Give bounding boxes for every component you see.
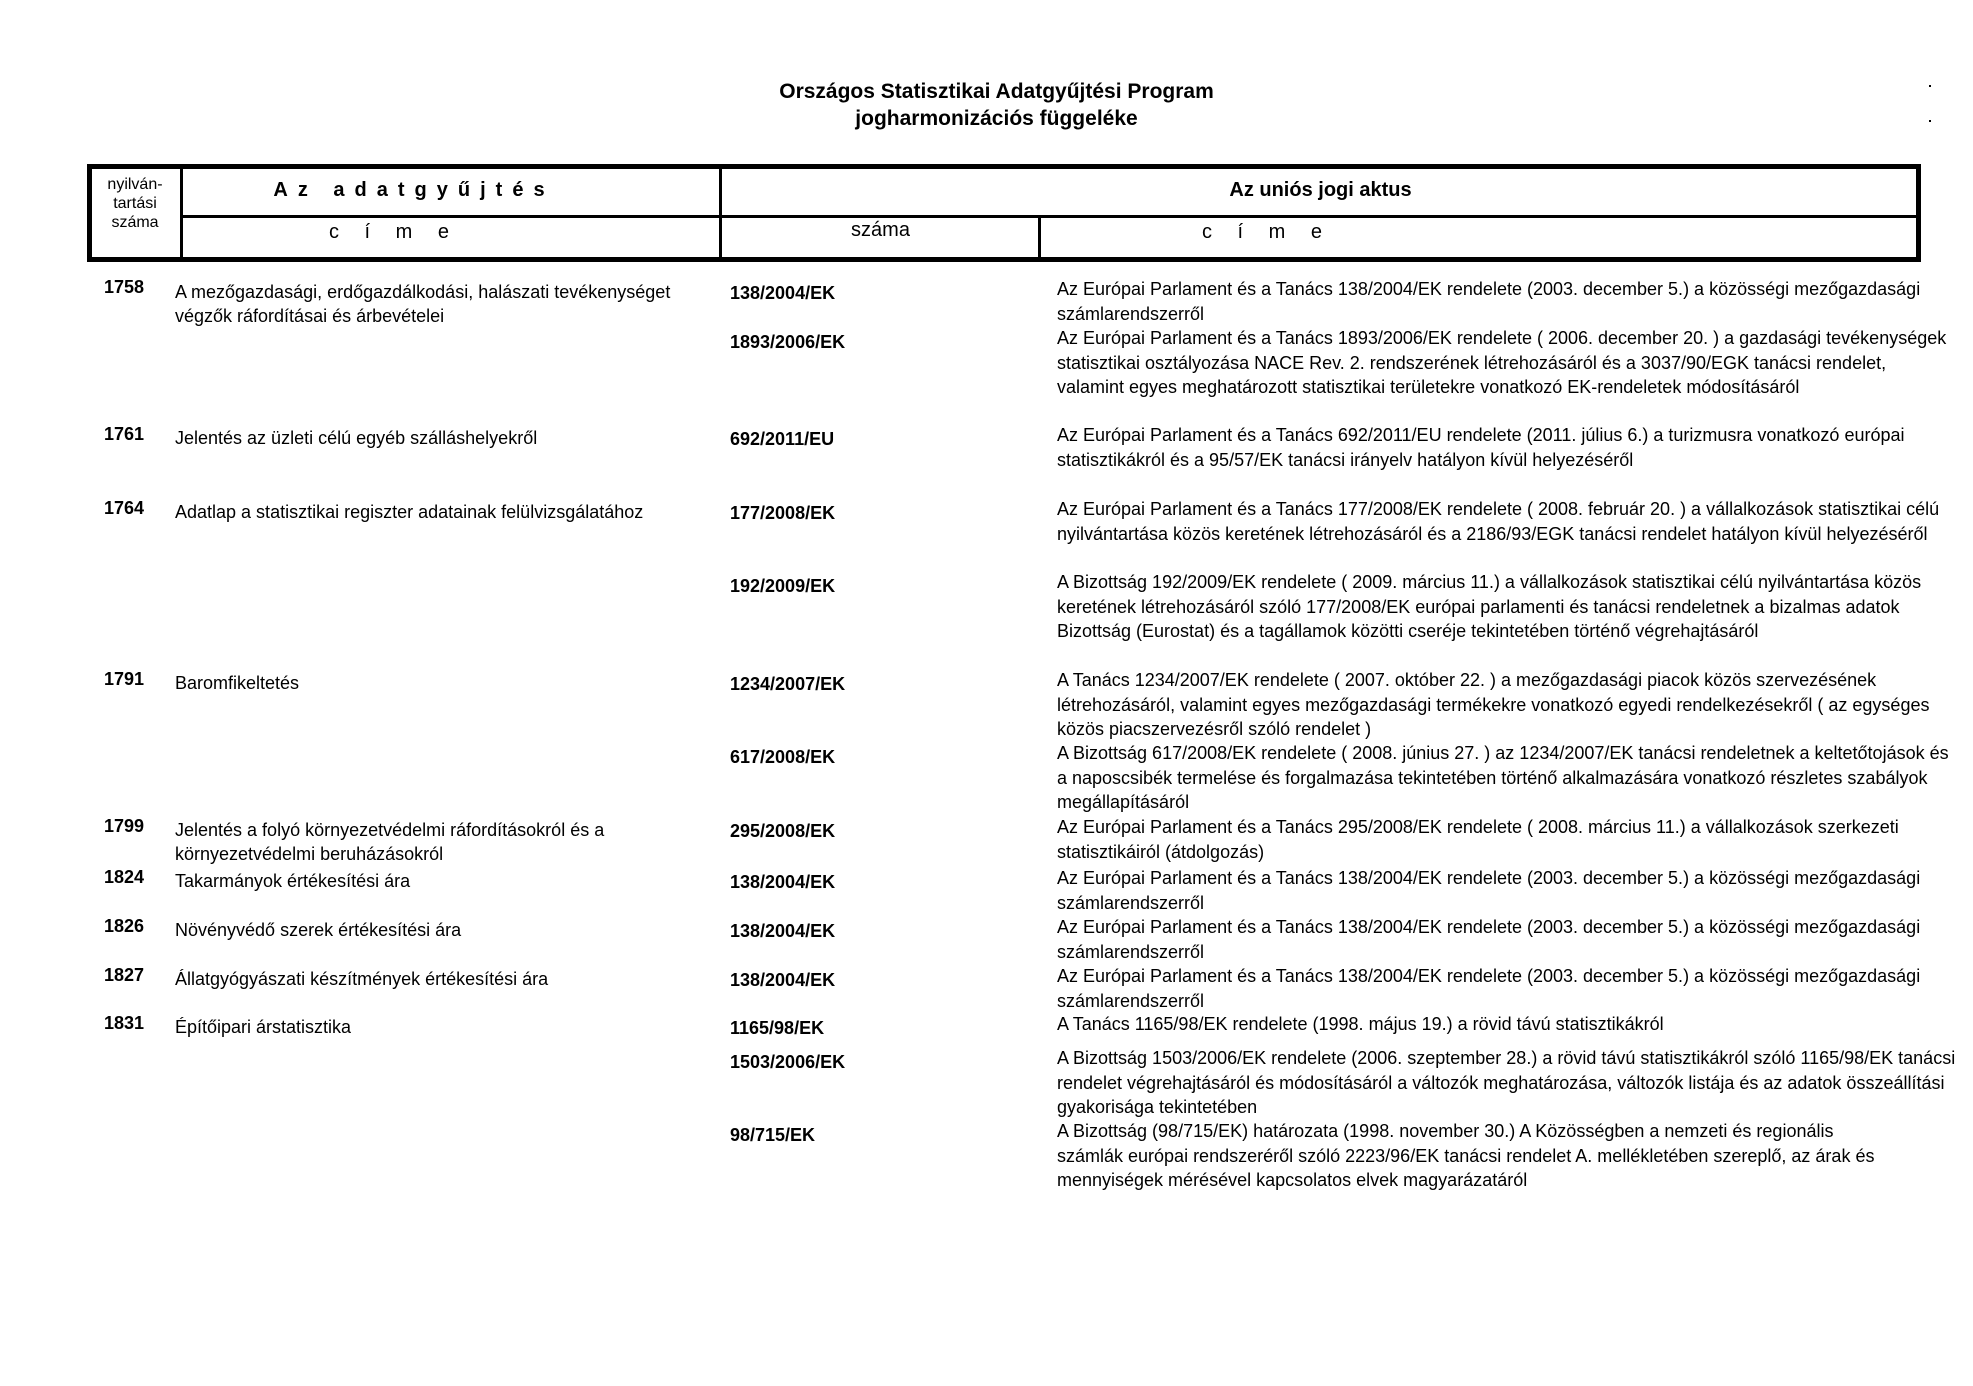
act-title: A Bizottság 617/2008/EK rendelete ( 2008. június 27. ) az 1234/2007/EK tanácsi rendeletnek a keltetőtojások és a naposcsibék termelése és forgalmazása tekintetében történő alkalmazására vonatkozó részletes szabályok megállapításáról: [1057, 743, 1949, 812]
entry-number: 1761: [104, 424, 145, 444]
act-title: A Tanács 1165/98/EK rendelete (1998. május 19.) a rövid távú statisztikákról: [1057, 1014, 1664, 1034]
margin-dot: [1929, 120, 1931, 122]
entry-title: Állatgyógyászati készítmények értékesítési ára: [175, 969, 549, 989]
entry-title: Adatlap a statisztikai regiszter adatainak felülvizsgálatához: [175, 502, 644, 522]
entry-title: A mezőgazdasági, erdőgazdálkodási, halászati tevékenységet végzők ráfordításai és árbevételei: [175, 282, 671, 326]
table-header: [87, 164, 1921, 262]
entry-title: Baromfikeltetés: [175, 673, 300, 693]
act-title: Az Európai Parlament és a Tanács 138/2004/EK rendelete (2003. december 5.) a közösségi mezőgazdasági számlarendszerről: [1057, 868, 1921, 913]
act-number: 192/2009/EK: [730, 576, 836, 596]
act-number: 1234/2007/EK: [730, 674, 846, 694]
column-divider: [719, 169, 722, 257]
act-title: A Tanács 1234/2007/EK rendelete ( 2007. október 22. ) a mezőgazdasági piacok közös szervezésének létrehozásáról, valamint egyes mezőgazdasági termékekre vonatkozó egyedi rendelkezésekről ( az egységes közös piacszervezésről szóló rendelet ): [1057, 670, 1930, 739]
act-number: 617/2008/EK: [730, 747, 836, 767]
act-number: 1165/98/EK: [730, 1018, 825, 1038]
act-number: 138/2004/EK: [730, 872, 836, 892]
act-title-header: c í m e: [1201, 221, 1332, 243]
act-number: 138/2004/EK: [730, 283, 836, 303]
registry-number-header: nyilván- tartási száma: [107, 176, 163, 231]
act-title: Az Európai Parlament és a Tanács 138/2004/EK rendelete (2003. december 5.) a közösségi mezőgazdasági számlarendszerről: [1057, 279, 1921, 324]
entry-number: 1791: [104, 669, 145, 689]
act-number: 295/2008/EK: [730, 821, 836, 841]
act-title: Az Európai Parlament és a Tanács 295/2008/EK rendelete ( 2008. március 11.) a vállalkozások szerkezeti statisztikáiról (átdolgozás): [1057, 817, 1899, 862]
act-title: Az Európai Parlament és a Tanács 1893/2006/EK rendelete ( 2006. december 20. ) a gazdasági tevékenységek statisztikai osztályozása NACE Rev. 2. rendszerének létrehozásáról és a 3037/90/EGK tanácsi rendelet, valamint egyes meghatározott statisztikai területekre vonatkozó EK-rendeletek módosításáról: [1057, 328, 1947, 397]
column-divider: [1038, 216, 1041, 257]
entry-title: Építőipari árstatisztika: [175, 1017, 352, 1037]
entry-title: Takarmányok értékesítési ára: [175, 871, 411, 891]
entry-number: 1824: [104, 867, 145, 887]
act-title: A Bizottság 1503/2006/EK rendelete (2006. szeptember 28.) a rövid távú statisztikákról szóló 1165/98/EK tanácsi rendelet végrehajtásáról és módosításáról a változók meghatározása, változók listája és az adatok összeállítási gyakorisága tekintetében: [1057, 1048, 1956, 1117]
entry-number: 1758: [104, 277, 145, 297]
act-title: Az Európai Parlament és a Tanács 138/2004/EK rendelete (2003. december 5.) a közösségi mezőgazdasági számlarendszerről: [1057, 966, 1921, 1011]
entry-number: 1831: [104, 1013, 145, 1033]
margin-dot: [1929, 85, 1931, 87]
act-title: Az Európai Parlament és a Tanács 177/2008/EK rendelete ( 2008. február 20. ) a vállalkozások statisztikai célú nyilvántartása közös keretének létrehozásáról és a 2186/93/EGK tanácsi rendelet hatályon kívül helyezéséről: [1057, 499, 1940, 544]
page-subtitle: jogharmonizációs függeléke: [855, 107, 1138, 130]
header-divider: [180, 215, 1916, 218]
act-number: 138/2004/EK: [730, 921, 836, 941]
entry-number: 1764: [104, 498, 145, 518]
entry-number: 1827: [104, 965, 145, 985]
act-number: 177/2008/EK: [730, 503, 836, 523]
entry-number: 1799: [104, 816, 145, 836]
page-title: Országos Statisztikai Adatgyűjtési Program: [779, 80, 1214, 103]
data-collection-header: Az adatgyűjtés: [273, 179, 555, 201]
act-title: A Bizottság (98/715/EK) határozata (1998. november 30.) A Közösségben a nemzeti és regionális számlák európai rendszeréről szóló 2223/96/EK tanácsi rendelet A. mellékletében szereplő, az árak és mennyiségek mérésével kapcsolatos elvek magyarázatáról: [1057, 1121, 1875, 1190]
act-number: 692/2011/EU: [730, 429, 835, 449]
act-number: 1893/2006/EK: [730, 332, 846, 352]
act-title: A Bizottság 192/2009/EK rendelete ( 2009. március 11.) a vállalkozások statisztikai célú nyilvántartása közös keretének létrehozásáról szóló 177/2008/EK európai parlamenti és tanácsi rendeletnek a bizalmas adatok Bizottság (Eurostat) és a tagállamok közötti cseréje tekintetében történő végrehajtásáról: [1057, 572, 1922, 641]
act-title: Az Európai Parlament és a Tanács 692/2011/EU rendelete (2011. július 6.) a turizmusra vonatkozó európai statisztikákról és a 95/57/EK tanácsi irányelv hatályon kívül helyezéséről: [1057, 425, 1905, 470]
entry-title: Jelentés a folyó környezetvédelmi ráfordításokról és a környezetvédelmi beruházásokról: [175, 820, 605, 864]
act-number: 1503/2006/EK: [730, 1052, 846, 1072]
act-title: Az Európai Parlament és a Tanács 138/2004/EK rendelete (2003. december 5.) a közösségi mezőgazdasági számlarendszerről: [1057, 917, 1921, 962]
act-number: 98/715/EK: [730, 1125, 816, 1145]
column-divider: [180, 169, 183, 257]
entry-title: Növényvédő szerek értékesítési ára: [175, 920, 462, 940]
data-collection-title-header: c í m e: [328, 221, 459, 243]
entry-number: 1826: [104, 916, 145, 936]
eu-legal-act-header: Az uniós jogi aktus: [1229, 179, 1412, 201]
act-number: 138/2004/EK: [730, 970, 836, 990]
act-number-header: száma: [851, 219, 910, 241]
entry-title: Jelentés az üzleti célú egyéb szálláshelyekről: [175, 428, 538, 448]
